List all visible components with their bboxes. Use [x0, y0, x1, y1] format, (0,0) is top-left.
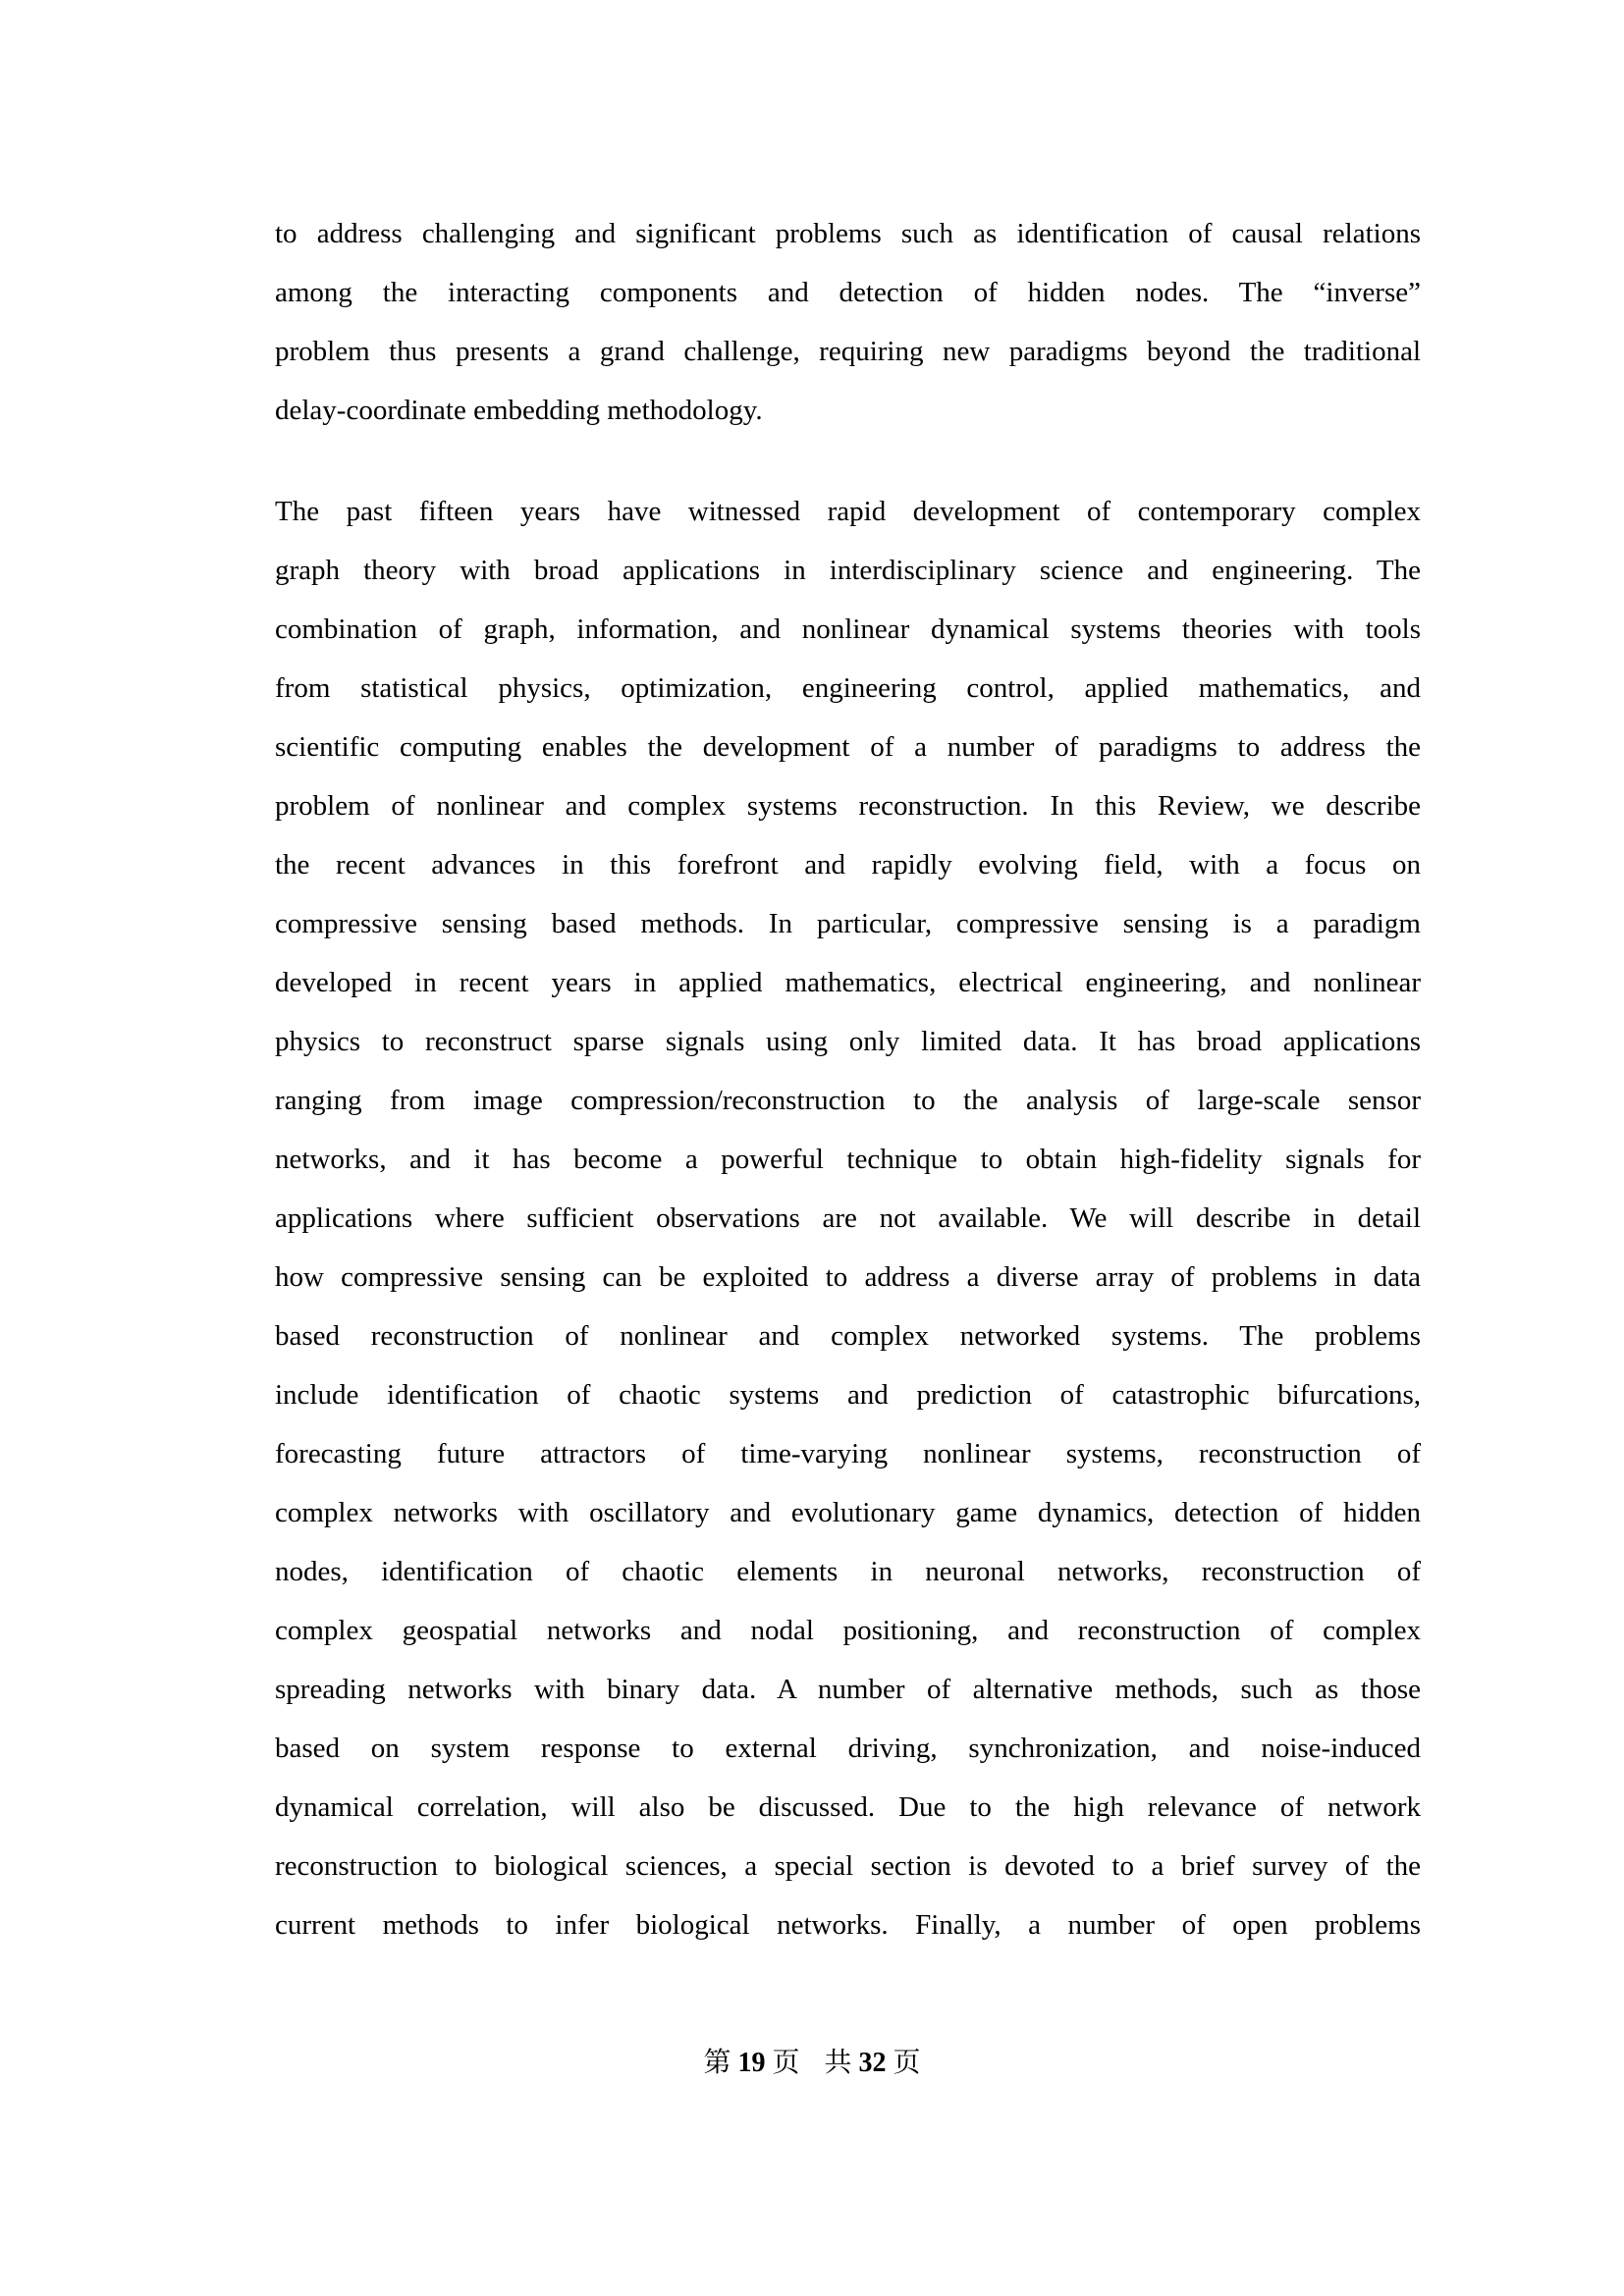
text-line: applications where sufficient observations are not available. We will describe in detail	[275, 1202, 1421, 1234]
text-line: current methods to infer biological networks. Finally, a number of open problems	[275, 1909, 1421, 1941]
text-line: developed in recent years in applied mathematics, electrical engineering, and nonlinear	[275, 967, 1421, 998]
text-line: scientific computing enables the development of a number of paradigms to address the	[275, 731, 1421, 763]
text-line: problem thus presents a grand challenge, requiring new paradigms beyond the traditional	[275, 336, 1421, 367]
paragraph	[275, 204, 1421, 440]
text-line: dynamical correlation, will also be discussed. Due to the high relevance of network	[275, 1791, 1421, 1823]
paragraph	[275, 482, 1421, 1954]
footer-page-prefix: 第	[703, 2048, 731, 2078]
text-line: The past fifteen years have witnessed rapid development of contemporary complex	[275, 496, 1421, 527]
text-line: reconstruction to biological sciences, a special section is devoted to a brief survey of the	[275, 1850, 1421, 1882]
text-line: combination of graph, information, and nonlinear dynamical systems theories with tools	[275, 614, 1421, 645]
total-pages: 32	[858, 2048, 887, 2078]
text-line: nodes, identification of chaotic elements in neuronal networks, reconstruction of	[275, 1556, 1421, 1587]
text-line: compressive sensing based methods. In particular, compressive sensing is a paradigm	[275, 908, 1421, 939]
page-number: 19	[737, 2048, 766, 2078]
text-line: networks, and it has become a powerful technique to obtain high-fidelity signals for	[275, 1144, 1421, 1175]
text-line: include identification of chaotic systems and prediction of catastrophic bifurcations,	[275, 1379, 1421, 1411]
text-line: among the interacting components and detection of hidden nodes. The “inverse”	[275, 277, 1421, 308]
text-line: from statistical physics, optimization, engineering control, applied mathematics, and	[275, 672, 1421, 704]
text-line: based on system response to external driving, synchronization, and noise-induced	[275, 1733, 1421, 1764]
text-line: physics to reconstruct sparse signals using only limited data. It has broad applications	[275, 1026, 1421, 1057]
document-content	[275, 204, 1421, 1954]
footer-total-label: 共	[824, 2048, 852, 2078]
footer-total-unit: 页	[893, 2048, 921, 2078]
text-line: ranging from image compression/reconstruction to the analysis of large-scale sensor	[275, 1085, 1421, 1116]
text-line: to address challenging and significant problems such as identification of causal relations	[275, 218, 1421, 249]
text-line: problem of nonlinear and complex systems reconstruction. In this Review, we describe	[275, 790, 1421, 822]
page-footer	[0, 2046, 1624, 2081]
text-line: complex geospatial networks and nodal positioning, and reconstruction of complex	[275, 1615, 1421, 1646]
footer-page-unit: 页	[772, 2048, 800, 2078]
text-line: spreading networks with binary data. A number of alternative methods, such as those	[275, 1674, 1421, 1705]
text-line: forecasting future attractors of time-varying nonlinear systems, reconstruction of	[275, 1438, 1421, 1469]
text-line: based reconstruction of nonlinear and complex networked systems. The problems	[275, 1320, 1421, 1352]
text-line: graph theory with broad applications in interdisciplinary science and engineering. The	[275, 555, 1421, 586]
text-line: the recent advances in this forefront and rapidly evolving field, with a focus on	[275, 849, 1421, 881]
text-line: delay-coordinate embedding methodology.	[275, 395, 763, 426]
text-line: complex networks with oscillatory and evolutionary game dynamics, detection of hidden	[275, 1497, 1421, 1528]
text-line: how compressive sensing can be exploited to address a diverse array of problems in data	[275, 1261, 1421, 1293]
